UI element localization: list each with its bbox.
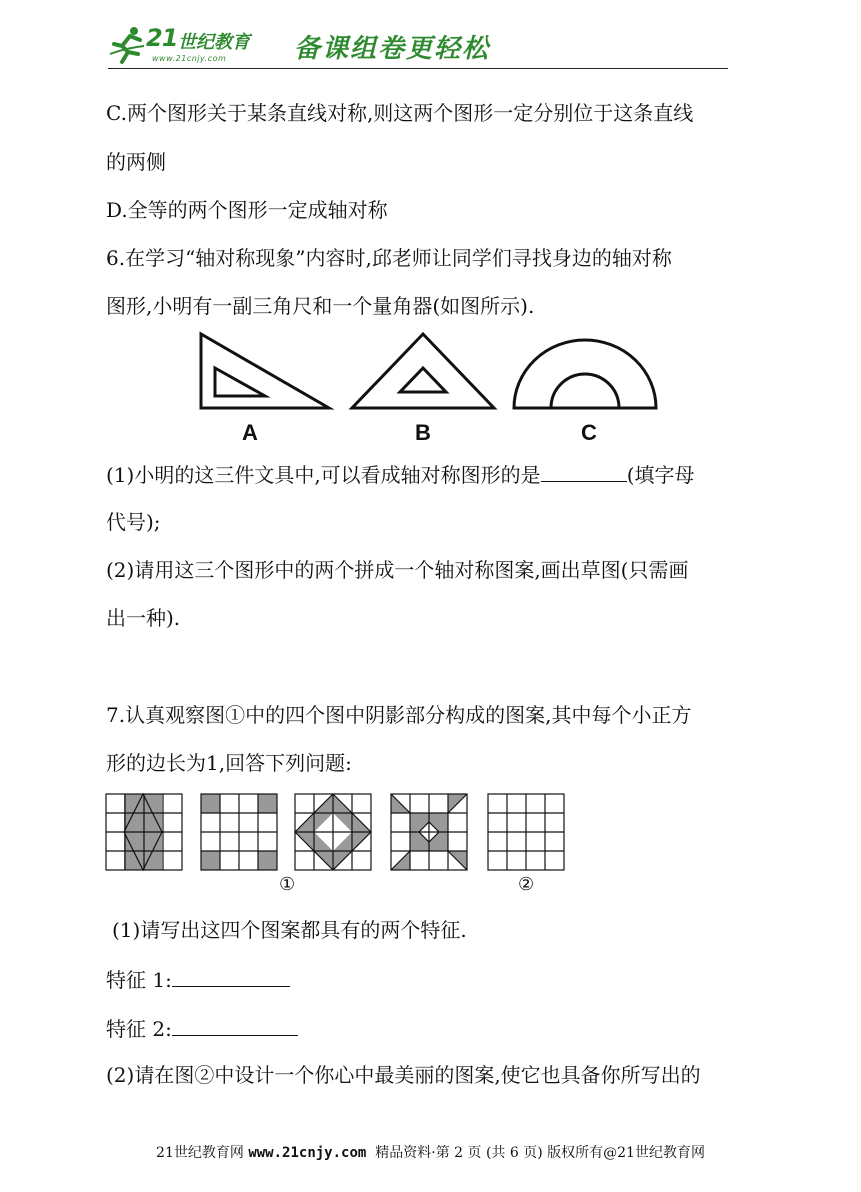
runner-logo-icon <box>108 24 146 64</box>
question-6-line2: 图形,小明有一副三角尺和一个量角器(如图所示). <box>106 294 535 318</box>
page-footer <box>0 1142 861 1162</box>
question-6-part1-text: (1)小明的这三件文具中,可以看成轴对称图形的是 <box>106 463 541 487</box>
footer-site: 21世纪教育网 <box>156 1145 244 1161</box>
feature-1-row <box>106 966 290 992</box>
feature-2-blank[interactable] <box>172 1015 298 1036</box>
footer-url[interactable]: www.21cnjy.com <box>248 1145 367 1161</box>
logo-text: 世纪教育 <box>178 32 250 53</box>
grid-pattern-2 <box>200 793 278 871</box>
answer-blank[interactable] <box>541 461 627 482</box>
logo-url: www.21cnjy.com <box>152 54 227 63</box>
question-6-part2-line1: (2)请用这三个图形中的两个拼成一个轴对称图案,画出草图(只需画 <box>106 558 689 582</box>
option-c-line1: C.两个图形关于某条直线对称,则这两个图形一定分别位于这条直线 <box>106 101 694 125</box>
triangle-ruler-b-figure <box>348 330 498 412</box>
feature-1-label: 特征 1: <box>106 968 172 992</box>
figure-label-2: ② <box>518 874 535 895</box>
header-rule <box>108 68 728 69</box>
question-6-line1: 6.在学习“轴对称现象”内容时,邱老师让同学们寻找身边的轴对称 <box>106 246 672 270</box>
question-6-part1 <box>106 461 695 487</box>
question-7-part2: (2)请在图②中设计一个你心中最美丽的图案,使它也具备你所写出的 <box>106 1063 701 1087</box>
header-slogan: 备课组卷更轻松 <box>294 34 491 64</box>
feature-1-blank[interactable] <box>172 966 290 987</box>
grid-pattern-4 <box>390 793 468 871</box>
protractor-c-figure <box>510 336 660 412</box>
question-6-part1-line2: 代号); <box>106 510 161 534</box>
figure-label-c: C <box>581 420 597 445</box>
feature-2-label: 特征 2: <box>106 1017 172 1041</box>
figure-label-b: B <box>415 420 431 445</box>
feature-2-row <box>106 1015 298 1041</box>
grid-pattern-3 <box>294 793 372 871</box>
question-7-line1: 7.认真观察图①中的四个图中阴影部分构成的图案,其中每个小正方 <box>106 703 692 727</box>
option-d: D.全等的两个图形一定成轴对称 <box>106 198 388 222</box>
question-7-part1: (1)请写出这四个图案都具有的两个特征. <box>112 918 467 942</box>
footer-text: 精品资料·第 2 页 (共 6 页) 版权所有@21世纪教育网 <box>375 1145 705 1161</box>
figure-label-a: A <box>242 420 258 445</box>
triangle-ruler-a-figure <box>195 330 335 412</box>
question-6-part1-hint: (填字母 <box>626 463 695 487</box>
option-c-line2: 的两侧 <box>106 150 166 174</box>
grid-pattern-1 <box>105 793 183 871</box>
question-6-part2-line2: 出一种). <box>106 606 181 630</box>
figure-label-1: ① <box>279 874 296 895</box>
question-7-line2: 形的边长为1,回答下列问题: <box>106 751 352 775</box>
grid-blank-2[interactable] <box>487 793 565 871</box>
page-header <box>108 22 728 72</box>
logo-number: 21 <box>146 24 178 52</box>
